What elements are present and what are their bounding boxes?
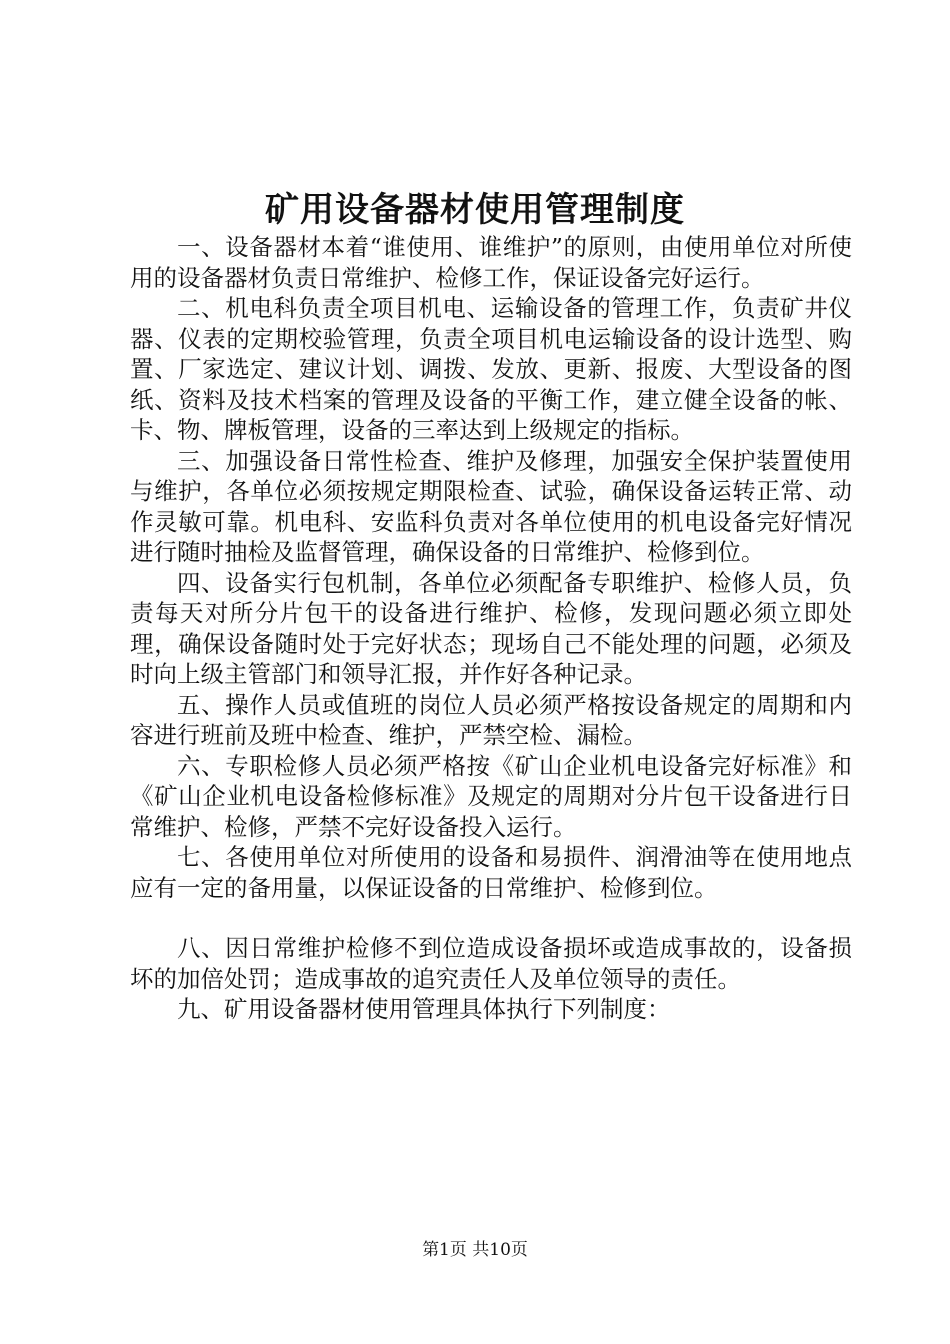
paragraph-9: 九、矿用设备器材使用管理具体执行下列制度： [177,995,671,1023]
paragraph-3: 三、加强设备日常性检查、维护及修理，加强安全保护装置使用与维护，各单位必须按规定期限检查、试验，确保设备运转正常、动作灵敏可靠。机电科、安监科负责对各单位使用的机电设备完好情况进行随时抽检及监督管理，确保设备的日常维护、检修到位。 [130,446,852,566]
document-title: 矿用设备器材使用管理制度 [265,190,685,230]
paragraph-7: 七、各使用单位对所使用的设备和易损件、润滑油等在使用地点应有一定的备用量，以保证设备的日常维护、检修到位。 [130,843,852,902]
page-footer: 第1页 共10页 [422,1240,528,1260]
document-body [130,232,852,1025]
paragraph-6: 六、专职检修人员必须严格按《矿山企业机电设备完好标准》和《矿山企业机电设备检修标准》及规定的周期对分片包干设备进行日常维护、检修，严禁不完好设备投入运行。 [130,751,852,841]
paragraph-2: 二、机电科负责全项目机电、运输设备的管理工作，负责矿井仪器、仪表的定期校验管理，负责全项目机电运输设备的设计选型、购置、厂家选定、建议计划、调拨、发放、更新、报废、大型设备的图纸、资料及技术档案的管理及设备的平衡工作，建立健全设备的帐、卡、物、牌板管理，设备的三率达到上级规定的指标。 [130,294,852,444]
paragraph-1: 一、设备器材本着“谁使用、谁维护”的原则，由使用单位对所使用的设备器材负责日常维护、检修工作，保证设备完好运行。 [130,233,852,292]
paragraph-8: 八、因日常维护检修不到位造成设备损坏或造成事故的，设备损坏的加倍处罚；造成事故的追究责任人及单位领导的责任。 [130,934,852,993]
paragraph-4: 四、设备实行包机制，各单位必须配备专职维护、检修人员，负责每天对所分片包干的设备进行维护、检修，发现问题必须立即处理，确保设备随时处于完好状态；现场自己不能处理的问题，必须及时向上级主管部门和领导汇报，并作好各种记录。 [130,568,852,688]
paragraph-5: 五、操作人员或值班的岗位人员必须严格按设备规定的周期和内容进行班前及班中检查、维护，严禁空检、漏检。 [130,690,852,749]
